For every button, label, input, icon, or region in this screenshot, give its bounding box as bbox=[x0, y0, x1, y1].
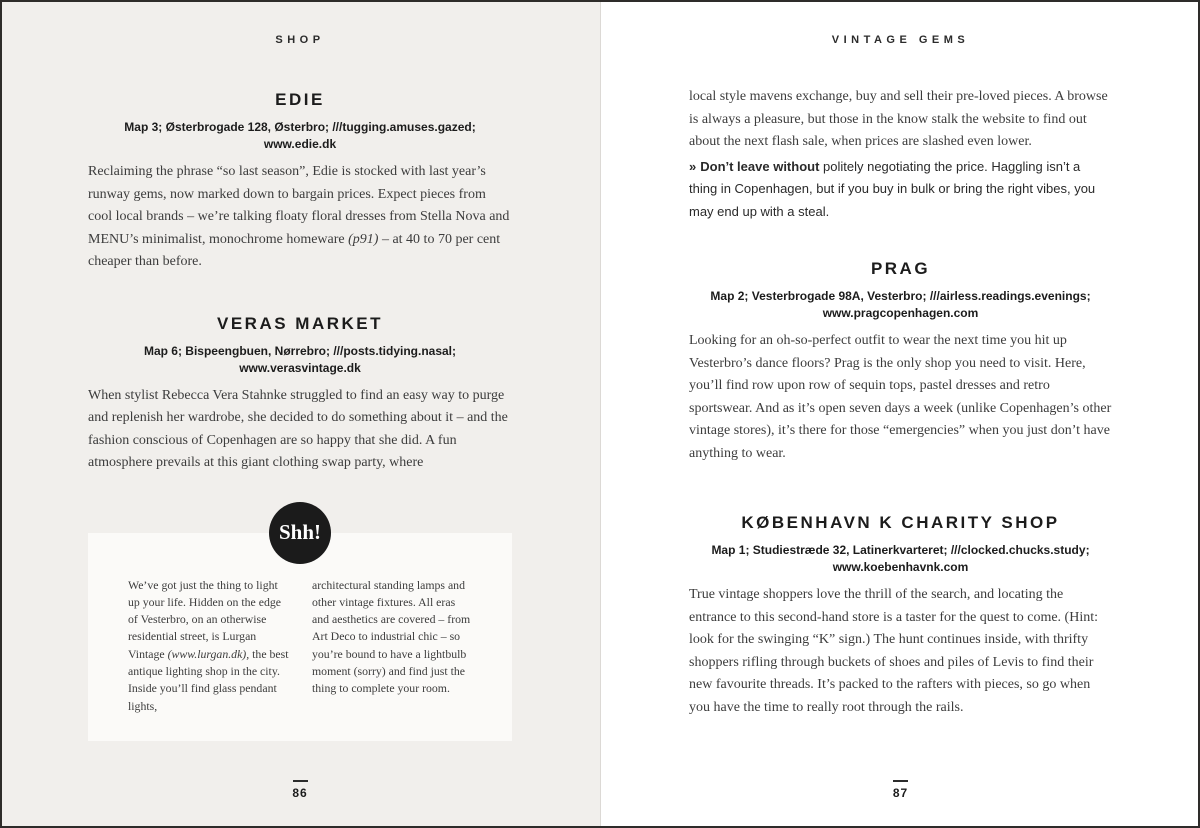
entry-veras-market bbox=[88, 314, 512, 475]
body-text: – at 40 to 70 per cent cheaper than before. bbox=[88, 231, 501, 269]
entry-address-prag bbox=[689, 288, 1112, 322]
entry-title-charity: KØBENHAVN K CHARITY SHOP bbox=[741, 513, 1060, 532]
entry-prag bbox=[689, 259, 1112, 465]
shh-text: the best antique lighting shop in the city. Inside you’ll find glass pendant lights, bbox=[128, 646, 289, 713]
address-line: www.koebenhavnk.com bbox=[832, 560, 969, 574]
folio-rule bbox=[893, 780, 908, 782]
shh-column-1 bbox=[128, 577, 290, 715]
shh-box-panel bbox=[88, 533, 512, 741]
running-head-vintage-gems: VINTAGE GEMS bbox=[831, 34, 970, 46]
entry-address-charity bbox=[689, 542, 1112, 576]
body-text-italic: (p91) bbox=[348, 231, 379, 247]
page-number-left: 86 bbox=[292, 786, 308, 800]
shh-badge bbox=[269, 502, 331, 564]
entry-body-charity: True vintage shoppers love the thrill of the search, and locating the entrance to this second-hand store is a taster for the quest to come. (Hint: look for the swinging “K” sign.) The hunt continues inside, with thrifty shoppers rifling through buckets of shoes and piles of Levis to find their new favourite threads. It’s packed to the rafters with pieces, so go when you have the time to really root through the rails. bbox=[689, 587, 1098, 715]
shh-badge-label: Shh! bbox=[278, 520, 322, 544]
entry-title-veras: VERAS MARKET bbox=[216, 313, 383, 333]
tip-text: politely negotiating the price. Haggling isn’t a thing in Copenhagen, but if you buy in bulk or bring the right vibes, you may end up with a steal. bbox=[689, 158, 1096, 219]
shh-column-2: architectural standing lamps and other vintage fixtures. All eras and aesthetics are covered – from Art Deco to industrial chic – so you’re bound to have a lightbulb moment (sorry) and find just the thing to complete your room. bbox=[312, 577, 471, 696]
entry-title-prag: PRAG bbox=[870, 259, 931, 278]
folio-left bbox=[0, 780, 600, 800]
entry-title-edie: EDIE bbox=[275, 90, 325, 109]
double-chevron-icon: » bbox=[689, 158, 696, 174]
folio-rule bbox=[293, 780, 308, 782]
address-line: Map 1; Studiestræde 32, Latinerkvarteret; ///clocked.chucks.study; bbox=[711, 543, 1090, 557]
folio-right bbox=[601, 780, 1200, 800]
shh-text-italic: (www.lurgan.dk), bbox=[167, 646, 250, 661]
entry-body-edie bbox=[88, 161, 512, 274]
address-line: www.pragcopenhagen.com bbox=[822, 306, 979, 320]
entry-body-veras: When stylist Rebecca Vera Stahnke struggled to find an easy way to purge and replenish her wardrobe, she decided to do something about it – and the fashion conscious of Copenhagen are so happy that she did. A fun atmosphere prevails at this giant clothing swap party, where bbox=[88, 387, 508, 470]
entry-edie bbox=[88, 90, 512, 274]
entry-koebenhavn-k-charity-shop bbox=[689, 513, 1112, 719]
veras-continued-text: local style mavens exchange, buy and sell their pre-loved pieces. A browse is always a pleasure, but those in the know stalk the website to find out about the next flash sale, when prices are slashed even lower. bbox=[689, 89, 1108, 149]
entry-address-veras bbox=[88, 343, 512, 377]
page-number-right: 87 bbox=[892, 786, 909, 800]
address-line: www.verasvintage.dk bbox=[239, 360, 361, 375]
page-right bbox=[600, 0, 1200, 828]
entry-body-prag: Looking for an oh-so-perfect outfit to wear the next time you hit up Vesterbro’s dance floors? Prag is the only shop you need to visit. Here, you’ll find row upon row of sequin tops, pastel dresses and retro sportswear. And as it’s open seven days a week (unlike Copenhagen’s other vintage stores), it’s there for those “emergencies” when you just don’t have anything to wear. bbox=[689, 333, 1112, 461]
running-head-shop: SHOP bbox=[275, 34, 325, 46]
address-line: Map 6; Bispeengbuen, Nørrebro; ///posts.tidying.nasal; bbox=[143, 343, 457, 358]
body-text: Reclaiming the phrase “so last season”, Edie is stocked with last year’s runway gems, now marked down to bargain prices. Expect pieces from cool local brands – we’re talking floaty floral dresses from Stella Nova and MENU’s minimalist, monochrome homeware bbox=[88, 164, 510, 247]
entry-address-edie bbox=[88, 119, 512, 153]
address-line: Map 2; Vesterbrogade 98A, Vesterbro; ///airless.readings.evenings; bbox=[710, 289, 1091, 303]
dont-leave-without-tip bbox=[689, 156, 1112, 224]
shh-secret-box bbox=[88, 520, 512, 741]
shh-text: We’ve got just the thing to light up your life. Hidden on the edge of Vesterbro, on an otherwise residential street, is Lurgan Vintage bbox=[128, 577, 281, 661]
tip-label: Don’t leave without bbox=[700, 158, 820, 174]
address-line: Map 3; Østerbrogade 128, Østerbro; ///tugging.amuses.gazed; www.edie.dk bbox=[124, 120, 476, 151]
